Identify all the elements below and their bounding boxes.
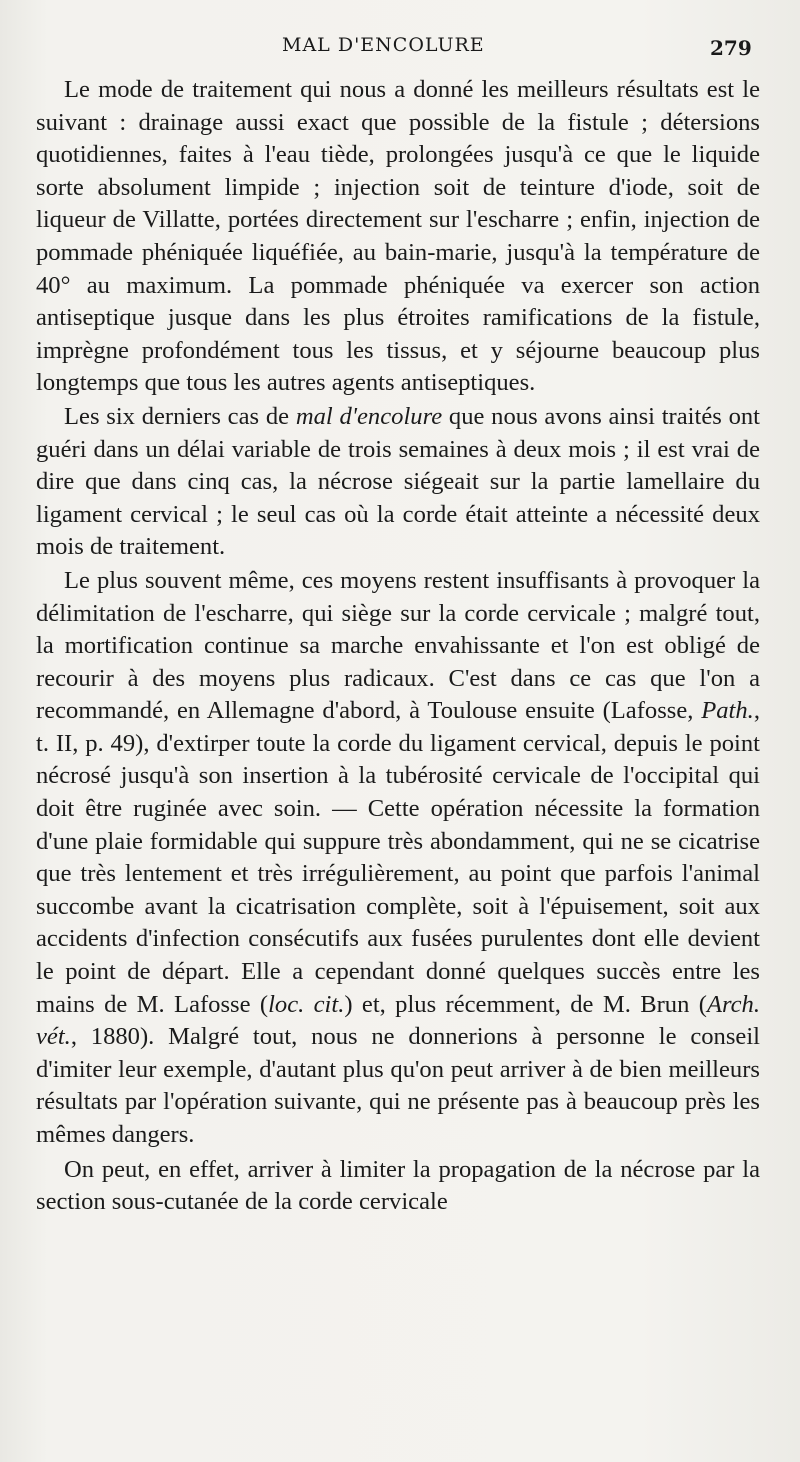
text-run: Le plus souvent même, ces moyens restent insuffisants à provoquer la délimitation de l'escharre, qui siège sur la corde cervicale ; malgré tout, la mortification continue sa marche envahissante et l'on est obligé de recourir à des moyens plus radicaux. C'est dans ce cas que l'on a recommandé, en Allemagne d'abord, à Toulouse ensuite (Lafosse, (36, 566, 760, 725)
paragraph (36, 565, 760, 1152)
text-run: que nous avons ainsi traités ont guéri dans un délai variable de trois semaines à deux mois ; il est vrai de dire que dans cinq cas, la nécrose siégeait sur la partie lamellaire du ligament cervical ; le seul cas où la corde était atteinte a nécessité deux mois de traitement. (36, 402, 760, 561)
text-run: Les six derniers cas de (64, 402, 296, 430)
text-run: , 1880). Malgré tout, nous ne donnerions à personne le conseil d'imiter leur exemple, d'autant plus qu'on peut arriver à de bien meilleurs résultats par l'opération suivante, qui ne présente pas à beaucoup près les mêmes dangers. (36, 1023, 760, 1148)
paragraph (36, 74, 760, 400)
body-text (36, 74, 760, 1219)
running-title: MAL D'ENCOLURE (282, 34, 485, 56)
text-run: On peut, en effet, arriver à limiter la propagation de la nécrose par la section sous-cutanée de la corde cervicale (36, 1155, 760, 1216)
paragraph (36, 401, 760, 564)
text-run: , t. II, p. 49), d'extirper toute la corde du ligament cervical, depuis le point nécrosé jusqu'à son insertion à la tubérosité cervicale de l'occipital qui doit être ruginée avec soin. — Cette opération nécessite la formation d'une plaie formidable qui suppure très abondamment, qui ne se cicatrise que très lentement et très irrégulièrement, au point que parfois l'animal succombe avant la cicatrisation complète, soit à l'épuisement, soit aux accidents d'infection consécutifs aux fusées purulentes dont elle devient le point de départ. Elle a cependant donné quelques succès entre les mains de M. Lafosse ( (36, 697, 760, 1018)
page-number: 279 (710, 36, 752, 60)
paragraph (36, 1154, 760, 1219)
italic-run: mal d'encolure (295, 402, 443, 430)
italic-run: Path. (701, 697, 754, 725)
text-run: Le mode de traitement qui nous a donné les meilleurs résultats est le suivant : drainage aussi exact que possible de la fistule ; détersions quotidiennes, faites à l'eau tiède, prolongées jusqu'à ce que le liquide sorte absolument limpide ; injection soit de teinture d'iode, soit de liqueur de Villatte, portées directement sur l'escharre ; enfin, injection de pommade phéniquée liquéfiée, au bain-marie, jusqu'à la température de 40° au maximum. La pommade phéniquée va exercer son action antiseptique jusque dans les plus étroites ramifications de la fistule, imprègne profondément tous les tissus, et y séjourne beaucoup plus longtemps que tous les autres agents antiseptiques. (36, 76, 760, 397)
italic-run: loc. cit. (268, 990, 345, 1018)
italic-run: Arch. vét. (36, 990, 760, 1051)
text-run: ) et, plus récemment, de M. Brun ( (344, 990, 707, 1018)
running-head (0, 34, 800, 64)
